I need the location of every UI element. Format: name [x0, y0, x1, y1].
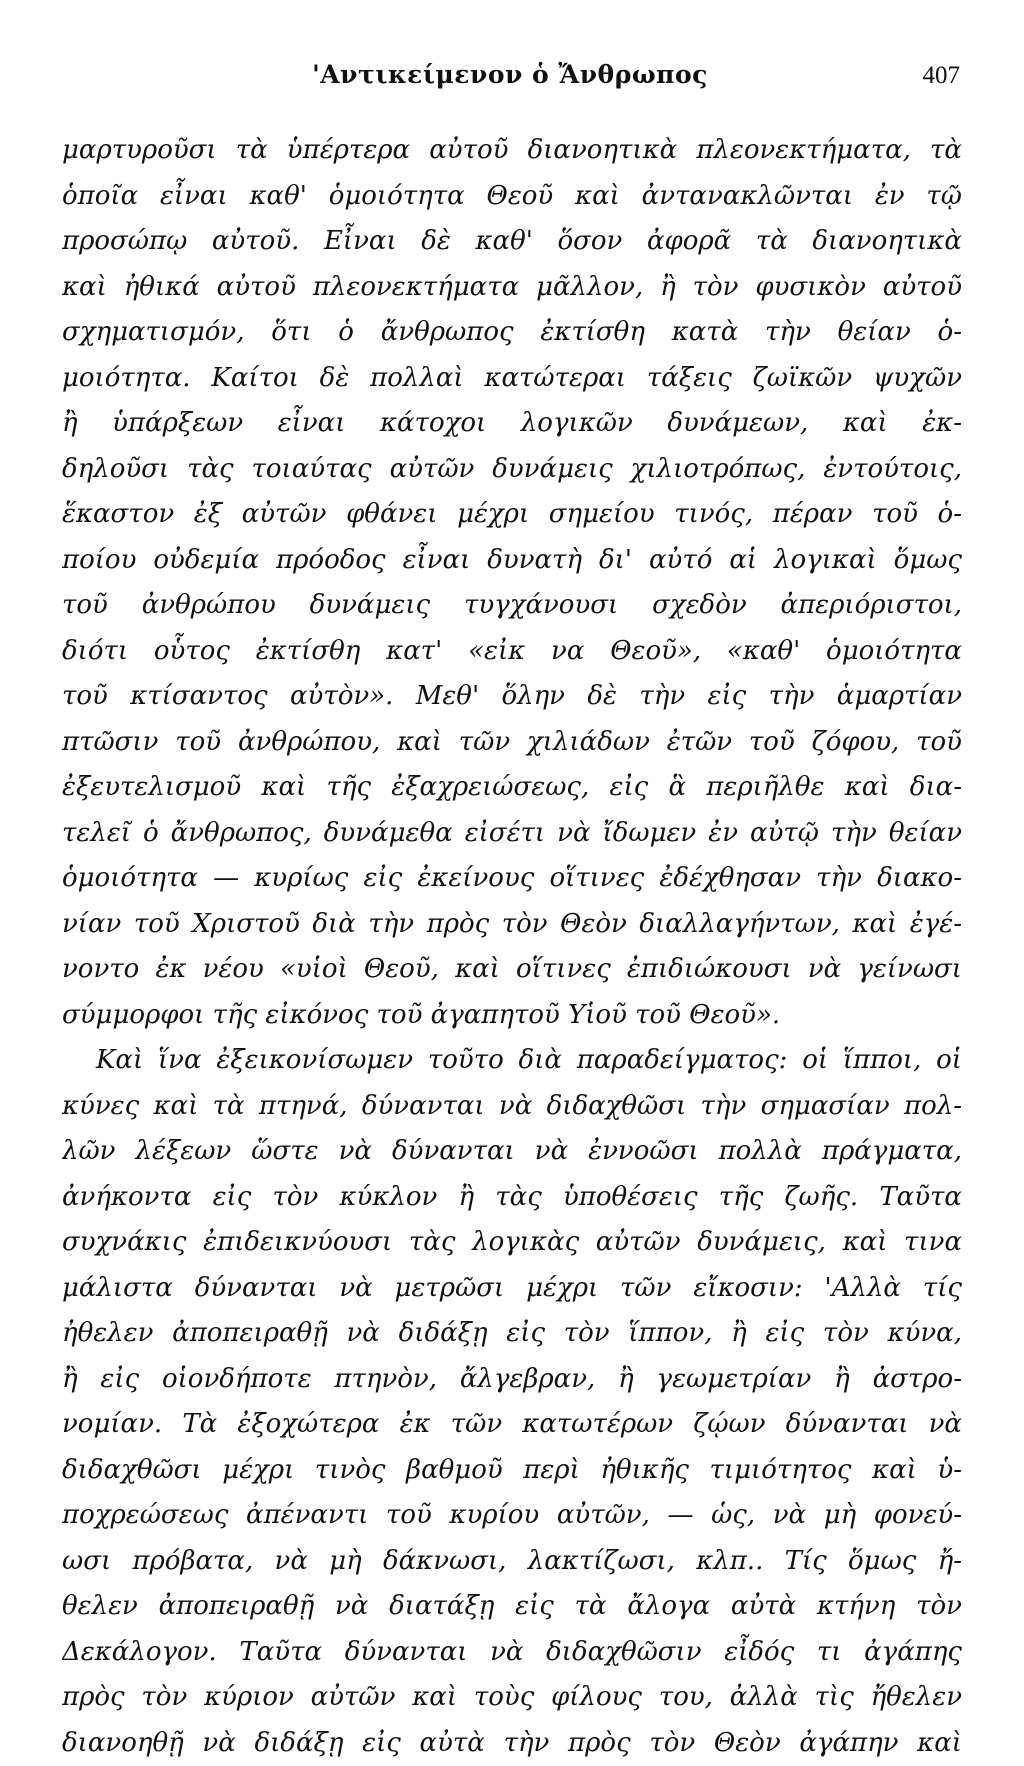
- running-header: [60, 60, 960, 100]
- text-line: ἢ ὑπάρξεων εἶναι κάτοχοι λογικῶν δυνάμεων, καὶ ἐκ-: [62, 401, 962, 447]
- text-line: διδαχθῶσι μέχρι τινὸς βαθμοῦ περὶ ἠθικῆς τιμιότητος καὶ ὑ-: [62, 1448, 962, 1494]
- text-line: ποίου οὐδεμία πρόοδος εἶναι δυνατὴ δι' αὐτό αἱ λογικαὶ ὅμως: [62, 538, 962, 584]
- text-line: πρὸς τὸν κύριον αὐτῶν καὶ τοὺς φίλους του, ἀλλὰ τὶς ἤθελεν: [62, 1675, 962, 1721]
- page-number: 407: [923, 62, 961, 90]
- text-line: νομίαν. Τὰ ἐξοχώτερα ἐκ τῶν κατωτέρων ζῴων δύνανται νὰ: [62, 1402, 962, 1448]
- running-title: 'Αντικείμενον ὁ Ἄνθρωπος: [60, 60, 960, 89]
- text-line: θελεν ἀποπειραθῇ νὰ διατάξῃ εἰς τὰ ἄλογα αὐτὰ κτήνη τὸν: [62, 1584, 962, 1630]
- text-line: δηλοῦσι τὰς τοιαύτας αὐτῶν δυνάμεις χιλιοτρόπως, ἐντούτοις,: [62, 447, 962, 493]
- paragraph-end-line: σύμμορφοι τῆς εἰκόνος τοῦ ἀγαπητοῦ Υἱοῦ τοῦ Θεοῦ».: [62, 993, 962, 1039]
- text-line: διότι οὗτος ἐκτίσθη κατ' «εἰκ να Θεοῦ», «καθ' ὁμοιότητα: [62, 629, 962, 675]
- text-line: συχνάκις ἐπιδεικνύουσι τὰς λογικὰς αὐτῶν δυνάμεις, καὶ τινα: [62, 1220, 962, 1266]
- body-text: [62, 128, 962, 1766]
- text-line: κύνες καὶ τὰ πτηνά, δύνανται νὰ διδαχθῶσι τὴν σημασίαν πολ-: [62, 1084, 962, 1130]
- text-line: μοιότητα. Καίτοι δὲ πολλαὶ κατώτεραι τάξεις ζωϊκῶν ψυχῶν: [62, 356, 962, 402]
- text-line: πτῶσιν τοῦ ἀνθρώπου, καὶ τῶν χιλιάδων ἐτῶν τοῦ ζόφου, τοῦ: [62, 720, 962, 766]
- text-line: λῶν λέξεων ὥστε νὰ δύνανται νὰ ἐννοῶσι πολλὰ πράγματα,: [62, 1129, 962, 1175]
- text-line: σχηματισμόν, ὅτι ὁ ἄνθρωπος ἐκτίσθη κατὰ τὴν θείαν ὁ-: [62, 310, 962, 356]
- text-line: Δεκάλογον. Ταῦτα δύνανται νὰ διδαχθῶσιν εἶδός τι ἀγάπης: [62, 1630, 962, 1676]
- text-line: ωσι πρόβατα, νὰ μὴ δάκνωσι, λακτίζωσι, κλπ.. Τίς ὅμως ἤ-: [62, 1539, 962, 1585]
- text-line: ὁποῖα εἶναι καθ' ὁμοιότητα Θεοῦ καὶ ἀντανακλῶνται ἐν τῷ: [62, 174, 962, 220]
- paragraph-start-line: Καὶ ἵνα ἐξεικονίσωμεν τοῦτο διὰ παραδείγματος: οἱ ἵπποι, οἱ: [62, 1038, 962, 1084]
- text-line: νοντο ἐκ νέου «υἱοὶ Θεοῦ, καὶ οἵτινες ἐπιδιώκουσι νὰ γείνωσι: [62, 947, 962, 993]
- text-line: ἠθελεν ἀποπειραθῇ νὰ διδάξῃ εἰς τὸν ἵππον, ἢ εἰς τὸν κύνα,: [62, 1311, 962, 1357]
- text-line: ἕκαστον ἐξ αὐτῶν φθάνει μέχρι σημείου τινός, πέραν τοῦ ὁ-: [62, 492, 962, 538]
- text-line: καὶ ἠθικά αὐτοῦ πλεονεκτήματα μᾶλλον, ἢ τὸν φυσικὸν αὐτοῦ: [62, 265, 962, 311]
- text-line: διανοηθῇ νὰ διδάξῃ εἰς αὐτὰ τὴν πρὸς τὸν Θεὸν ἀγάπην καὶ: [62, 1721, 962, 1766]
- text-line: μαρτυροῦσι τὰ ὑπέρτερα αὐτοῦ διανοητικὰ πλεονεκτήματα, τὰ: [62, 128, 962, 174]
- text-line: ποχρεώσεως ἀπέναντι τοῦ κυρίου αὐτῶν, — ὡς, νὰ μὴ φονεύ-: [62, 1493, 962, 1539]
- text-line: τοῦ ἀνθρώπου δυνάμεις τυγχάνουσι σχεδὸν ἀπεριόριστοι,: [62, 583, 962, 629]
- text-line: ἀνήκοντα εἰς τὸν κύκλον ἢ τὰς ὑποθέσεις τῆς ζωῆς. Ταῦτα: [62, 1175, 962, 1221]
- text-line: τοῦ κτίσαντος αὐτὸν». Μεθ' ὅλην δὲ τὴν εἰς τὴν ἁμαρτίαν: [62, 674, 962, 720]
- text-line: τελεῖ ὁ ἄνθρωπος, δυνάμεθα εἰσέτι νὰ ἴδωμεν ἐν αὐτῷ τὴν θείαν: [62, 811, 962, 857]
- text-line: προσώπῳ αὐτοῦ. Εἶναι δὲ καθ' ὅσον ἀφορᾶ τὰ διανοητικὰ: [62, 219, 962, 265]
- text-line: ἐξευτελισμοῦ καὶ τῆς ἐξαχρειώσεως, εἰς ἃ περιῆλθε καὶ δια-: [62, 765, 962, 811]
- text-line: μάλιστα δύνανται νὰ μετρῶσι μέχρι τῶν εἴκοσιν: 'Αλλὰ τίς: [62, 1266, 962, 1312]
- text-line: ἢ εἰς οἱονδήποτε πτηνὸν, ἄλγεβραν, ἢ γεωμετρίαν ἢ ἀστρο-: [62, 1357, 962, 1403]
- text-line: ὁμοιότητα — κυρίως εἰς ἐκείνους οἵτινες ἐδέχθησαν τὴν διακο-: [62, 856, 962, 902]
- text-line: νίαν τοῦ Χριστοῦ διὰ τὴν πρὸς τὸν Θεὸν διαλλαγήντων, καὶ ἐγέ-: [62, 902, 962, 948]
